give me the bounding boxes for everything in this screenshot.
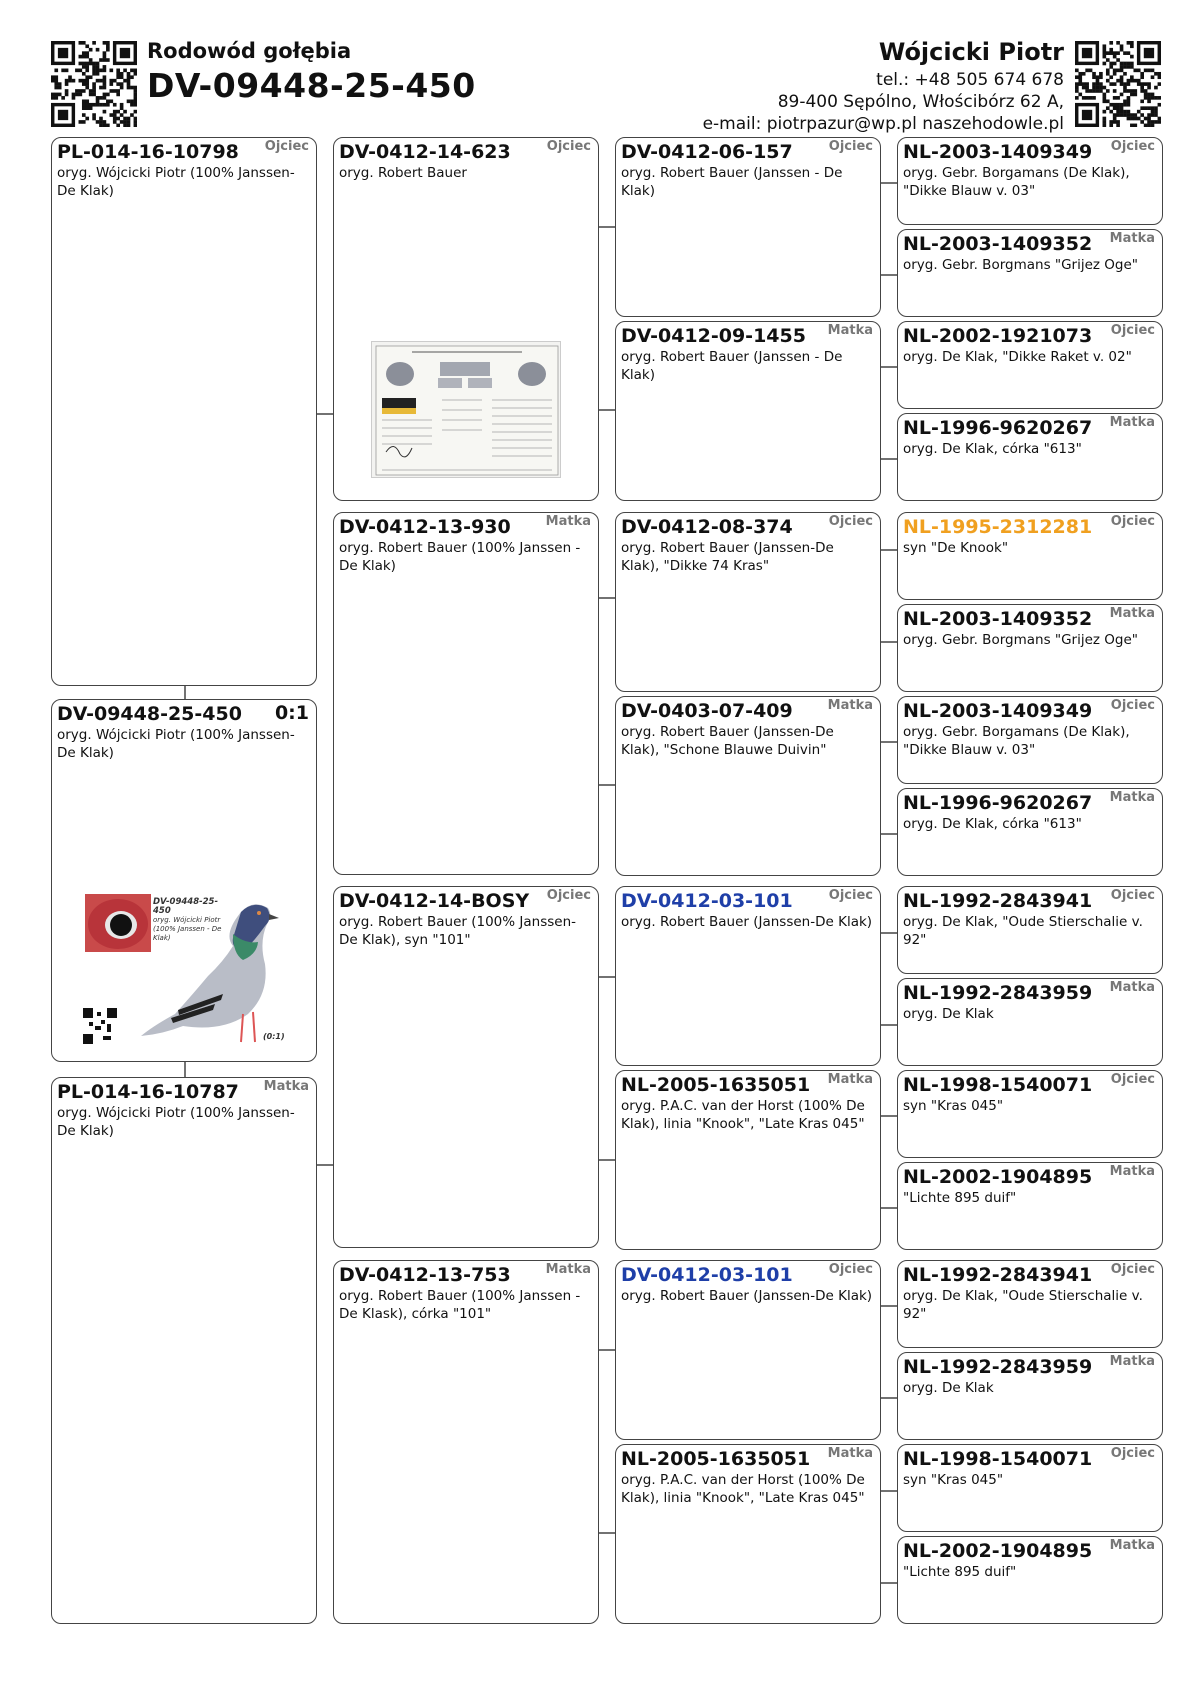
photo-caption — [153, 898, 233, 943]
ring-number: DV-0412-13-753 — [339, 1264, 511, 1286]
gen4-card-8[interactable] — [897, 788, 1163, 876]
ring-number: DV-0412-14-623 — [339, 141, 511, 163]
owner-name: Wójcicki Piotr — [878, 38, 1064, 66]
gen3-card-8[interactable] — [615, 1444, 881, 1624]
bird-description: oryg. Robert Bauer (Janssen-De Klak), "Schone Blauwe Duivin" — [621, 724, 834, 758]
sex-label: Matka — [545, 514, 591, 529]
bird-description: oryg. De Klak — [903, 1380, 994, 1396]
gen3-card-3[interactable] — [615, 512, 881, 692]
bird-description: oryg. Wójcicki Piotr (100% Janssen-De Klak) — [57, 727, 295, 761]
sex-label: Matka — [1109, 790, 1155, 805]
sex-label: Ojciec — [264, 139, 309, 154]
bird-description: oryg. Gebr. Borgmans "Grijez Oge" — [903, 257, 1139, 273]
photo-caption-ring: DV-09448-25-450 — [153, 897, 218, 916]
ring-number: NL-1998-1540071 — [903, 1074, 1093, 1096]
sex-label: Matka — [1109, 606, 1155, 621]
bird-description: oryg. Gebr. Borgamans (De Klak), "Dikke Blauw v. 03" — [903, 165, 1130, 199]
bird-description: oryg. De Klak, córka "613" — [903, 441, 1082, 457]
bird-description: "Lichte 895 duif" — [903, 1190, 1017, 1206]
bird-description: oryg. Robert Bauer (100% Janssen-De Klak), syn "101" — [339, 914, 576, 948]
sex-label: Ojciec — [1110, 139, 1155, 154]
ring-number: NL-2003-1409352 — [903, 233, 1093, 255]
gen1-father-card[interactable] — [51, 137, 317, 686]
bird-description: syn "De Knook" — [903, 540, 1009, 556]
bird-photo — [83, 894, 287, 1050]
ring-number: PL-014-16-10787 — [57, 1081, 239, 1103]
bird-description: oryg. De Klak — [903, 1006, 994, 1022]
ring-number: DV-0412-09-1455 — [621, 325, 806, 347]
gen3-card-4[interactable] — [615, 696, 881, 876]
ring-number: DV-0412-08-374 — [621, 516, 793, 538]
gen4-card-14[interactable] — [897, 1352, 1163, 1440]
pedigree-ring-number: DV-09448-25-450 — [147, 66, 476, 105]
ring-number: DV-09448-25-450 — [57, 703, 242, 725]
bird-description: oryg. Wójcicki Piotr (100% Janssen-De Klak) — [57, 165, 295, 199]
bird-description: oryg. Robert Bauer (Janssen-De Klak) — [621, 1288, 873, 1304]
ring-number: PL-014-16-10798 — [57, 141, 239, 163]
gen4-card-2[interactable] — [897, 229, 1163, 317]
photo-ratio: (0:1) — [263, 1032, 285, 1041]
sex-label: Ojciec — [828, 139, 873, 154]
sex-label: Matka — [827, 1072, 873, 1087]
bird-description: oryg. De Klak, córka "613" — [903, 816, 1082, 832]
gen3-card-5[interactable] — [615, 886, 881, 1066]
sex-label: Ojciec — [1110, 888, 1155, 903]
ring-number: NL-1992-2843959 — [903, 982, 1093, 1004]
ring-number: NL-2003-1409349 — [903, 700, 1093, 722]
ring-number: DV-0412-13-930 — [339, 516, 511, 538]
bird-description: syn "Kras 045" — [903, 1098, 1004, 1114]
owner-phone: tel.: +48 505 674 678 — [876, 70, 1064, 90]
sex-label: Ojciec — [1110, 323, 1155, 338]
bird-description: oryg. Robert Bauer (Janssen - De Klak) — [621, 349, 843, 383]
sex-label: Ojciec — [1110, 514, 1155, 529]
bird-description: "Lichte 895 duif" — [903, 1564, 1017, 1580]
gen4-card-5[interactable] — [897, 512, 1163, 600]
bird-description: oryg. Robert Bauer (Janssen-De Klak) — [621, 914, 873, 930]
bird-description: oryg. Robert Bauer (100% Janssen - De Klask), córka "101" — [339, 1288, 581, 1322]
sex-label: Matka — [1109, 1164, 1155, 1179]
bird-description: oryg. De Klak, "Dikke Raket v. 02" — [903, 349, 1132, 365]
ring-number: NL-2005-1635051 — [621, 1448, 811, 1470]
ring-number: NL-1996-9620267 — [903, 417, 1093, 439]
ring-number: NL-1996-9620267 — [903, 792, 1093, 814]
owner-address: 89-400 Sępólno, Włościbórz 62 A, — [777, 92, 1064, 112]
sex-label: Matka — [1109, 231, 1155, 246]
ring-number: NL-2002-1904895 — [903, 1540, 1093, 1562]
bird-description: syn "Kras 045" — [903, 1472, 1004, 1488]
photo-caption-line: (100% Janssen - De Klak) — [153, 925, 222, 942]
sex-label: Matka — [1109, 980, 1155, 995]
gen2-card-3[interactable] — [333, 886, 599, 1248]
sex-label: Matka — [827, 323, 873, 338]
ratio-label: 0:1 — [274, 702, 309, 724]
sex-label: Matka — [1109, 1538, 1155, 1553]
gen4-card-1[interactable] — [897, 137, 1163, 225]
sex-label: Ojciec — [828, 514, 873, 529]
bird-description: oryg. Wójcicki Piotr (100% Janssen-De Klak) — [57, 1105, 295, 1139]
pedigree-certificate-image — [371, 341, 561, 478]
gen3-card-7[interactable] — [615, 1260, 881, 1440]
ring-number: DV-0412-03-101 — [621, 1264, 793, 1286]
gen4-card-12[interactable] — [897, 1162, 1163, 1250]
sex-label: Matka — [827, 1446, 873, 1461]
bird-description: oryg. Robert Bauer (Janssen-De Klak), "Dikke 74 Kras" — [621, 540, 834, 574]
gen2-card-4[interactable] — [333, 1260, 599, 1624]
ring-number: DV-0403-07-409 — [621, 700, 793, 722]
ring-number: NL-1995-2312281 — [903, 516, 1093, 538]
gen3-card-6[interactable] — [615, 1070, 881, 1250]
bird-description: oryg. De Klak, "Oude Stierschalie v. 92" — [903, 1288, 1143, 1322]
sex-label: Ojciec — [1110, 1262, 1155, 1277]
sex-label: Ojciec — [1110, 698, 1155, 713]
sex-label: Matka — [263, 1079, 309, 1094]
ring-number: DV-0412-14-BOSY — [339, 890, 530, 912]
owner-email: e-mail: piotrpazur@wp.pl naszehodowle.pl — [702, 114, 1064, 134]
ring-number: DV-0412-06-157 — [621, 141, 793, 163]
ring-number: NL-1998-1540071 — [903, 1448, 1093, 1470]
sex-label: Ojciec — [546, 139, 591, 154]
gen4-card-9[interactable] — [897, 886, 1163, 974]
gen1-mother-card[interactable] — [51, 1077, 317, 1624]
photo-caption-owner: oryg. Wójcicki Piotr — [153, 916, 221, 924]
bird-description: oryg. Robert Bauer (100% Janssen - De Klak) — [339, 540, 581, 574]
gen4-card-16[interactable] — [897, 1536, 1163, 1624]
bird-description: oryg. Gebr. Borgmans "Grijez Oge" — [903, 632, 1139, 648]
ring-number: NL-1992-2843941 — [903, 890, 1093, 912]
gen4-card-6[interactable] — [897, 604, 1163, 692]
gen3-card-1[interactable] — [615, 137, 881, 317]
bird-description: oryg. De Klak, "Oude Stierschalie v. 92" — [903, 914, 1143, 948]
gen3-card-2[interactable] — [615, 321, 881, 501]
bird-description: oryg. P.A.C. van der Horst (100% De Klak), linia "Knook", "Late Kras 045" — [621, 1098, 865, 1132]
sex-label: Matka — [1109, 415, 1155, 430]
sex-label: Matka — [1109, 1354, 1155, 1369]
gen4-card-3[interactable] — [897, 321, 1163, 409]
bird-description: oryg. Robert Bauer — [339, 165, 467, 181]
ring-number: NL-2003-1409352 — [903, 608, 1093, 630]
ring-number: DV-0412-03-101 — [621, 890, 793, 912]
sex-label: Matka — [827, 698, 873, 713]
sex-label: Ojciec — [828, 888, 873, 903]
ring-number: NL-1992-2843941 — [903, 1264, 1093, 1286]
sex-label: Ojciec — [1110, 1446, 1155, 1461]
sex-label: Ojciec — [546, 888, 591, 903]
ring-number: NL-2003-1409349 — [903, 141, 1093, 163]
sex-label: Ojciec — [828, 1262, 873, 1277]
gen4-card-10[interactable] — [897, 978, 1163, 1066]
ring-number: NL-2002-1921073 — [903, 325, 1093, 347]
sex-label: Ojciec — [1110, 1072, 1155, 1087]
certificate-graphic — [372, 342, 562, 479]
ring-number: NL-1992-2843959 — [903, 1356, 1093, 1378]
gen4-card-11[interactable] — [897, 1070, 1163, 1158]
gen2-card-2[interactable] — [333, 512, 599, 875]
gen4-card-4[interactable] — [897, 413, 1163, 501]
gen4-card-13[interactable] — [897, 1260, 1163, 1348]
ring-number: NL-2002-1904895 — [903, 1166, 1093, 1188]
bird-description: oryg. Robert Bauer (Janssen - De Klak) — [621, 165, 843, 199]
ring-number: NL-2005-1635051 — [621, 1074, 811, 1096]
bird-description: oryg. Gebr. Borgamans (De Klak), "Dikke Blauw v. 03" — [903, 724, 1130, 758]
gen4-card-7[interactable] — [897, 696, 1163, 784]
sex-label: Matka — [545, 1262, 591, 1277]
bird-description: oryg. P.A.C. van der Horst (100% De Klak), linia "Knook", "Late Kras 045" — [621, 1472, 865, 1506]
gen4-card-15[interactable] — [897, 1444, 1163, 1532]
pedigree-title: Rodowód gołębia — [147, 39, 352, 63]
